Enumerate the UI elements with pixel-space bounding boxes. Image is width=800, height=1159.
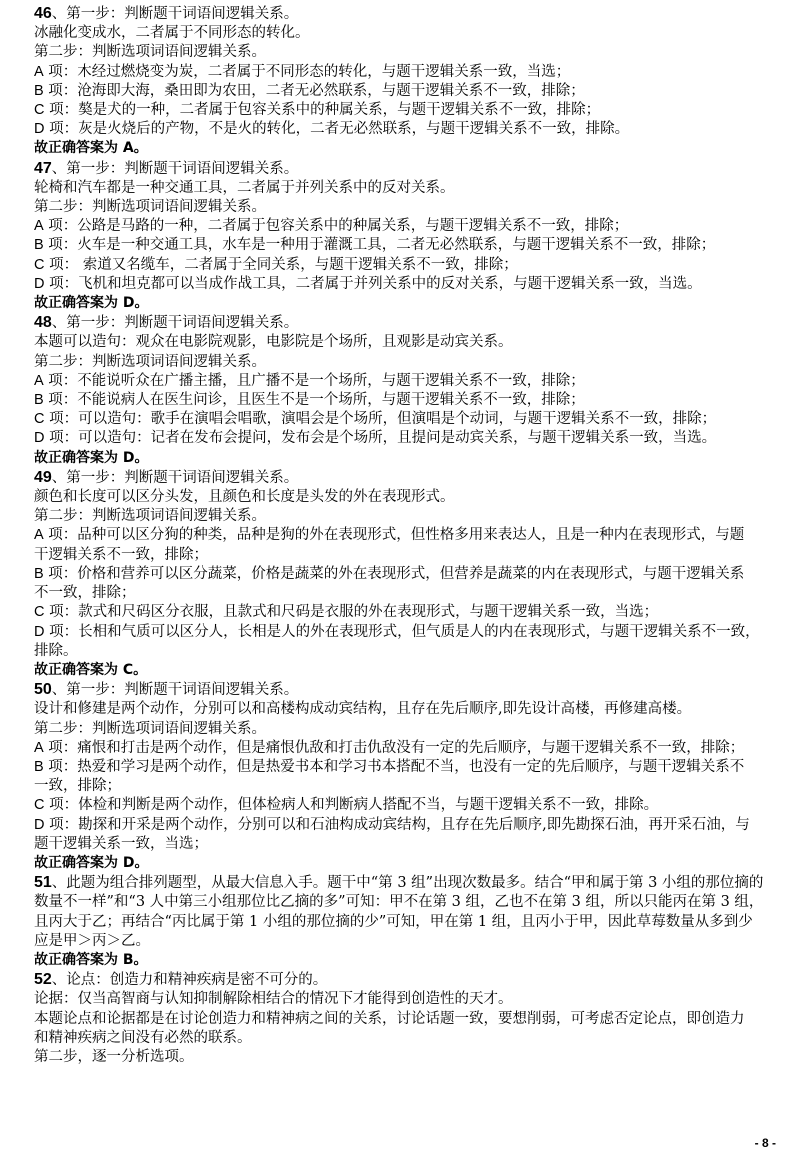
line-text: 本题可以造句：观众在电影院观影，电影院是个场所，且观影是动宾关系。 [34,334,513,351]
text-line [34,913,782,932]
option-letter: C [34,102,45,119]
text-line [34,584,782,603]
question-heading [34,970,782,990]
text-line [34,43,782,62]
line-text: 项：可以造句：歌手在演唱会唱歌，演唱会是个场所，但演唱是个动词，与题干逻辑关系不一致，排除； [44,411,717,428]
line-text: 项：灰是火烧后的产物，不是火的转化，二者无必然联系，与题干逻辑关系不一致，排除。 [44,121,630,138]
option-line [34,372,782,391]
line-text: 项：痛恨和打击是两个动作，但是痛恨仇敌和打击仇敌没有一定的先后顺序，与题干逻辑关系不一致，排除； [43,739,745,756]
answer-line: 故正确答案为 D。 [34,295,149,312]
answer-line: 故正确答案为 A。 [34,140,148,157]
line-text: 且丙大于乙；再结合“丙比属于第 1 小组的那位摘的少”可知，甲在第 1 组，且丙小于甲，因此草莓数量从多到少 [34,913,753,930]
line-text: 项：可以造句：记者在发布会提问，发布会是个场所，且提问是动宾关系，与题干逻辑关系一致，当选。 [44,430,717,447]
question-heading [34,4,782,24]
text-line [34,835,782,854]
line-text: 第二步：判断选项词语间逻辑关系。 [34,199,266,216]
line-text: 、论点：创造力和精神疾病是密不可分的。 [51,972,328,989]
option-letter: B [34,82,44,99]
text-line [34,546,782,565]
text-line [34,720,782,739]
option-line [34,429,782,448]
option-letter: B [34,758,44,775]
line-text: 项：热爱和学习是两个动作，但是热爱书本和学习书本搭配不当，也没有一定的先后顺序，与题干逻辑关系不 [43,758,745,775]
line-text: 项：款式和尺码区分衣服，且款式和尺码是衣服的外在表现形式，与题干逻辑关系一致，当选； [44,604,659,621]
option-letter: A [34,372,44,389]
text-line [34,642,782,661]
line-text: 轮椅和汽车都是一种交通工具，二者属于并列关系中的反对关系。 [34,179,455,196]
line-text: 设计和修建是两个动作，分别可以和高楼构成动宾结构，且存在先后顺序,即先设计高楼，再修建高楼。 [34,701,692,718]
line-text: 、第一步：判断题干词语间逻辑关系。 [51,160,299,177]
line-text: 、第一步：判断题干词语间逻辑关系。 [51,315,299,332]
option-line [34,565,782,584]
line-text: 项：不能说听众在广播主播，且广播不是一个场所，与题干逻辑关系不一致，排除； [43,372,585,389]
option-letter: A [34,527,44,544]
text-line [34,777,782,796]
text-line [34,24,782,43]
text-line [34,1010,782,1029]
line-text: 项：火车是一种交通工具，水车是一种用于灌溉工具，二者无必然联系，与题干逻辑关系不一致，排除； [43,237,716,254]
text-line [34,700,782,719]
question-heading [34,313,782,333]
line-text: 项：沧海即大海，桑田即为农田，二者无必然联系，与题干逻辑关系不一致，排除； [43,82,585,99]
option-line [34,236,782,255]
line-text: 项：品种可以区分狗的种类，品种是狗的外在表现形式，但性格多用来表达人，且是一种内在表现形式，与题 [43,527,745,544]
option-line [34,796,782,815]
text-line [34,507,782,526]
question-heading [34,468,782,488]
line-text: 一致，排除； [34,778,121,795]
line-text: 干逻辑关系不一致，排除； [34,546,208,563]
line-text: 不一致，排除； [34,585,136,602]
question-number: 51 [34,874,52,892]
line-text: 项： 索道又名缆车，二者属于全同关系，与题干逻辑关系不一致，排除； [44,256,518,273]
line-text: 第二步：判断选项词语间逻辑关系。 [34,508,266,525]
option-line [34,410,782,429]
option-line [34,391,782,410]
line-text: 颜色和长度可以区分头发，且颜色和长度是头发的外在表现形式。 [34,489,455,506]
text-line [34,488,782,507]
text-line [34,353,782,372]
option-line [34,256,782,275]
line-text: 和精神疾病之间没有必然的联系。 [34,1029,252,1046]
option-line [34,63,782,82]
option-letter: C [34,604,45,621]
option-letter: D [34,623,45,640]
line-text: 项：价格和营养可以区分蔬菜，价格是蔬菜的外在表现形式，但营养是蔬菜的内在表现形式，与题干逻辑关系 [43,565,745,582]
question-number: 52 [34,971,52,989]
option-letter: B [34,565,44,582]
question-number: 49 [34,468,52,486]
option-letter: D [34,816,45,833]
option-letter: A [34,739,44,756]
solution-text [34,4,782,1067]
line-text: 项：体检和判断是两个动作，但体检病人和判断病人搭配不当，与题干逻辑关系不一致，排除。 [44,797,659,814]
option-letter: A [34,218,44,235]
option-letter: D [34,121,45,138]
line-text: 项：长相和气质可以区分人，长相是人的外在表现形式，但气质是人的内在表现形式，与题干逻辑关系不一致， [44,623,760,640]
line-text: 、第一步：判断题干词语间逻辑关系。 [51,6,299,22]
option-line [34,275,782,294]
line-text: 排除。 [34,642,78,659]
option-letter: C [34,411,45,428]
option-letter: B [34,392,44,409]
question-heading [34,159,782,179]
text-line [34,932,782,951]
question-number: 46 [34,5,52,22]
option-line [34,603,782,622]
line-text: 冰融化变成水，二者属于不同形态的转化。 [34,25,310,42]
answer-line: 故正确答案为 D。 [34,854,149,871]
line-text: 应是甲＞丙＞乙。 [34,932,150,949]
line-text: 、第一步：判断题干词语间逻辑关系。 [51,682,299,699]
line-text: 项：獒是犬的一种，二者属于包容关系中的种属关系，与题干逻辑关系不一致，排除； [44,102,601,119]
text-line [34,1048,782,1067]
line-text: 本题论点和论据都是在讨论创造力和精神病之间的关系，讨论话题一致，要想削弱，可考虑否定论点，即创造力 [34,1010,745,1027]
line-text: 、第一步：判断题干词语间逻辑关系。 [51,469,299,486]
option-line [34,816,782,835]
text-line [34,1029,782,1048]
option-letter: C [34,797,45,814]
option-line [34,101,782,120]
question-number: 50 [34,681,52,699]
option-line [34,120,782,139]
line-text: 数量不一样”和“3 人中第三小组那位比乙摘的多”可知：甲不在第 3 组，乙也不在第 3 组，所以只能丙在第 3 组， [34,894,764,911]
line-text: 项：公路是马路的一种，二者属于包容关系中的种属关系，与题干逻辑关系不一致，排除； [43,218,629,235]
answer-line: 故正确答案为 B。 [34,951,148,968]
line-text: 项：飞机和坦克都可以当成作战工具，二者属于并列关系中的反对关系，与题干逻辑关系一致，当选。 [44,275,702,292]
text-line [34,333,782,352]
question-heading [34,680,782,700]
text-line [34,198,782,217]
option-line [34,217,782,236]
line-text: 第二步，逐一分析选项。 [34,1048,194,1065]
line-text: 第二步：判断选项词语间逻辑关系。 [34,720,266,737]
answer-line: 故正确答案为 C。 [34,661,148,678]
option-letter: C [34,256,45,273]
text-line [34,990,782,1009]
line-text: 第二步：判断选项词语间逻辑关系。 [34,353,266,370]
option-letter: A [34,63,44,80]
option-letter: B [34,237,44,254]
answer-line: 故正确答案为 D。 [34,449,149,466]
option-letter: D [34,275,45,292]
option-line [34,758,782,777]
option-line [34,623,782,642]
line-text: 题干逻辑关系一致，当选； [34,835,208,852]
line-text: 项：木经过燃烧变为炭，二者属于不同形态的转化，与题干逻辑关系一致，当选； [43,63,571,80]
page-number: - 8 - [754,1136,776,1150]
text-line [34,179,782,198]
option-letter: D [34,430,45,447]
option-line [34,739,782,758]
line-text: 、此题为组合排列题型，从最大信息入手。题干中“第 3 组”出现次数最多。结合“甲和属于第 3 小组的那位摘的 [51,875,764,892]
option-line [34,82,782,101]
question-number: 47 [34,159,52,177]
line-text: 第二步：判断选项词语间逻辑关系。 [34,44,266,61]
option-line [34,526,782,545]
line-text: 论据：仅当高智商与认知抑制解除相结合的情况下才能得到创造性的天才。 [34,991,513,1008]
question-number: 48 [34,314,52,332]
line-text: 项：不能说病人在医生问诊，且医生不是一个场所，与题干逻辑关系不一致，排除； [43,392,585,409]
question-heading [34,873,782,893]
text-line [34,893,782,912]
line-text: 项：勘探和开采是两个动作，分别可以和石油构成动宾结构，且存在先后顺序,即先勘探石油，再开采石油，与 [44,816,750,833]
